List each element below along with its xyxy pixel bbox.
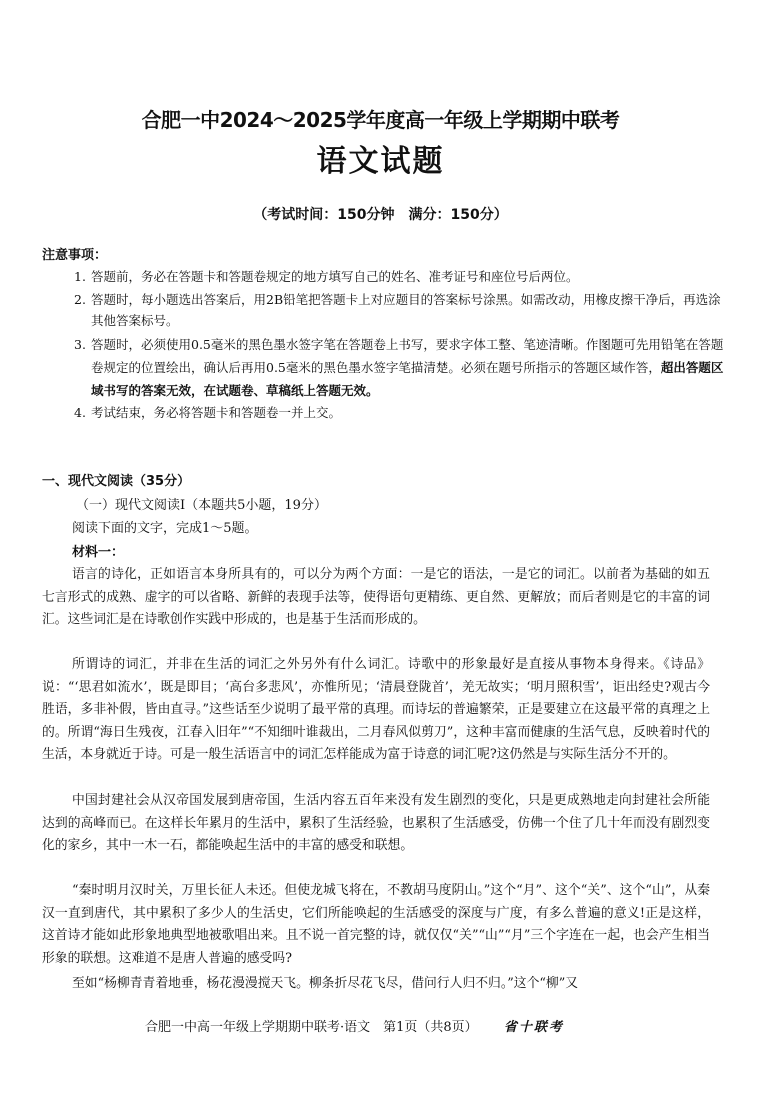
- notice-number: 2.: [74, 292, 86, 307]
- notice-text: 答题时，每小题选出答案后，用2B铅笔把答题卡上对应题目的答案标号涂黑。如需改动，用橡皮擦干净后，再选涂其他答案标号。: [91, 292, 721, 328]
- notice-item: [74, 266, 724, 287]
- subject-title: 语文试题: [316, 144, 445, 179]
- notice-number: 4.: [74, 405, 86, 420]
- material-label: 材料一：: [72, 545, 125, 560]
- notice-number: 3.: [74, 337, 86, 352]
- notice-warning: 超出答题区域书写的答案无效，在试题卷、草稿纸上答题无效。: [91, 360, 724, 398]
- exam-time: （考试时间：150分钟 满分：150分）: [253, 207, 508, 223]
- notice-text: 考试结束，务必将答题卡和答题卷一并上交。: [91, 405, 342, 420]
- paragraph: 语言的诗化，正如语言本身所具有的，可以分为两个方面：一是它的语法，一是它的词汇。以前者为基础的如五七言形式的成熟、虚字的可以省略、新鲜的表现手法等，使得语句更精练、更自然、更解放；而后者则是它的丰富的词汇。这些词汇是在诗歌创作实践中形成的，也是基于生活而形成的。: [42, 567, 710, 627]
- notice-item: [74, 402, 724, 423]
- subsection-title: （一）现代文阅读Ⅰ（本题共5小题，19分）: [76, 498, 327, 513]
- footer-seal: 省十联考: [503, 1020, 564, 1035]
- section-title: 一、现代文阅读（35分）: [42, 474, 191, 489]
- paragraph: 至如“杨柳青青着地垂，杨花漫漫搅天飞。柳条折尽花飞尽，借问行人归不归。”这个“柳”又: [72, 976, 579, 991]
- notice-item: [74, 289, 724, 331]
- paragraph: 所谓诗的词汇，并非在生活的词汇之外另外有什么词汇。诗歌中的形象最好是直接从事物本身得来。《诗品》说：“‘思君如流水’，既是即目；‘高台多悲风’，亦惟所见；‘清晨登陇首’，羌无故实；‘明月照积雪’，讵出经史?观古今胜语，多非补假，皆由直寻。”这些话至少说明了最平常的真理。而诗坛的普遍繁荣，正是要建立在这最平常的真理之上的。所谓“海日生残夜，江春入旧年”“不知细叶谁裁出，二月春风似剪刀”，这种丰富而健康的生活气息，反映着时代的生活，本身就近于诗。可是一般生活语言中的词汇怎样能成为富于诗意的词汇呢?这仍然是与实际生活分不开的。: [42, 657, 710, 762]
- reading-instruction: 阅读下面的文字，完成1～5题。: [72, 521, 258, 536]
- footer-text: 合肥一中高一年级上学期期中联考·语文 第1页（共8页）: [145, 1020, 478, 1035]
- page-footer: [145, 1016, 564, 1035]
- notice-item: [74, 333, 724, 402]
- notice-heading: 注意事项：: [42, 248, 108, 263]
- paragraph: “秦时明月汉时关，万里长征人未还。但使龙城飞将在，不教胡马度阴山。”这个“月”、这个“关”、这个“山”，从秦汉一直到唐代，其中累积了多少人的生活史，它们所能唤起的生活感受的深度与广度，有多么普遍的意义!正是这样，这首诗才能如此形象地典型地被歌唱出来。且不说一首完整的诗，就仅仅“关”“山”“月”三个字连在一起，也会产生相当形象的联想。这难道不是唐人普遍的感受吗?: [42, 883, 710, 966]
- exam-title: 合肥一中2024～2025学年度高一年级上学期期中联考: [141, 108, 620, 132]
- paragraph: 中国封建社会从汉帝国发展到唐帝国，生活内容五百年来没有发生剧烈的变化，只是更成熟地走向封建社会所能达到的高峰而已。在这样长年累月的生活中，累积了生活经验，也累积了生活感受，仿佛一个住了几十年而没有剧烈变化的家乡，其中一木一石，都能唤起生活中的丰富的感受和联想。: [42, 793, 710, 853]
- notice-text: 答题前，务必在答题卡和答题卷规定的地方填写自己的姓名、准考证号和座位号后两位。: [91, 269, 579, 284]
- notice-number: 1.: [74, 269, 86, 284]
- notice-text: 答题时，必须使用0.5毫米的黑色墨水签字笔在答题卷上书写，要求字体工整、笔迹清晰。作图题可先用铅笔在答题卷规定的位置绘出，确认后再用0.5毫米的黑色墨水签字笔描清楚。必须在题号所指示的答题区域作答，: [91, 337, 724, 375]
